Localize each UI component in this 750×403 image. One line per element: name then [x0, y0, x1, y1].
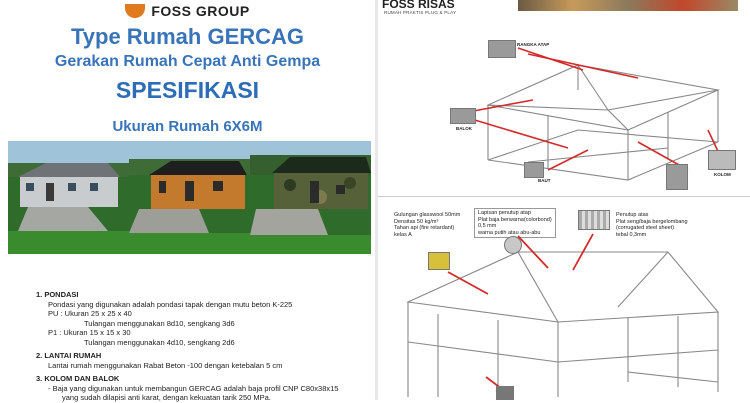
top-cover-note: Penutup atas Plat seng/baja bergelombang (corrugated steel sheet) tebal 0,3mm — [616, 212, 688, 238]
section-title: 3. KOLOM DAN BALOK — [36, 374, 120, 383]
glasswool-roll-thumb — [428, 252, 450, 270]
spec-line: Tulangan menggunakan 4d10, sengkang 2d6 — [84, 337, 235, 347]
house-photo-grey — [8, 141, 129, 254]
brand-logo: FOSS RISAS — [382, 0, 455, 11]
corner-thumb — [708, 150, 736, 170]
glasswool-note: Gulungan glasswool 50mm Densitas 50 kg/m³ Tahan api (fire retardant) kelas A — [394, 212, 461, 238]
brand-tagline: RUMAH PRAKTIS PLUG & PLAY — [384, 10, 457, 15]
spec-line: Pondasi yang digunakan adalah pondasi tapak dengan mutu beton K-225 — [48, 299, 293, 309]
spec-line: P1 : Ukuran 15 x 15 x 30 — [48, 328, 131, 337]
right-panel — [378, 0, 750, 400]
house-photo-camo — [250, 141, 371, 254]
column-thumb — [666, 164, 688, 190]
banner-image — [518, 0, 738, 11]
bottom-thumb — [496, 386, 514, 400]
beam-thumb — [450, 108, 476, 124]
specification-text — [36, 290, 366, 403]
logo-text: FOSS GROUP — [151, 2, 250, 19]
frame-diagram — [378, 30, 750, 190]
house-photos — [8, 141, 371, 254]
spec-line: yang sudah dilapisi anti karat, dengan kekuatan tarik 250 MPa. — [62, 393, 271, 402]
logo-icon — [125, 4, 145, 18]
label-rangka-atap: RANGKA ATAP — [517, 42, 550, 47]
roof-cover-note: Lapisan penutup atap Plat baja berwarna(colorbond) 0,5 mm warna putih atau abu-abu — [474, 208, 556, 238]
corrugated-sheet-thumb — [578, 210, 610, 230]
section-title: 1. PONDASI — [36, 290, 79, 299]
page-subtitle: Gerakan Rumah Cepat Anti Gempa — [54, 53, 321, 70]
label-kolom: KOLOM — [714, 172, 731, 177]
left-panel — [0, 0, 375, 400]
page-title: Type Rumah GERCAG — [70, 24, 305, 49]
brand-logo — [0, 2, 375, 20]
spec-line: PU : Ukuran 25 x 25 x 40 — [48, 309, 132, 318]
house-photo-brown — [129, 141, 250, 254]
spec-line: - Baja yang digunakan untuk membangun GERCAG adalah baja profil CNP C80x38x15 — [48, 383, 339, 393]
spec-heading: SPESIFIKASI — [115, 77, 260, 103]
coil-thumb — [504, 236, 522, 254]
label-balok: BALOK — [456, 126, 472, 131]
bolt-thumb — [524, 162, 544, 178]
label-baut: BAUT — [538, 178, 551, 183]
spec-line: Lantai rumah menggunakan Rabat Beton -100 dengan ketebalan 5 cm — [48, 360, 283, 370]
section-title: 2. LANTAI RUMAH — [36, 351, 102, 360]
section-rule — [378, 196, 750, 197]
spec-line: Tulangan menggunakan 8d10, sengkang 3d6 — [84, 318, 235, 328]
house-size: Ukuran Rumah 6X6M — [112, 118, 263, 135]
roof-frame-thumb — [488, 40, 516, 58]
